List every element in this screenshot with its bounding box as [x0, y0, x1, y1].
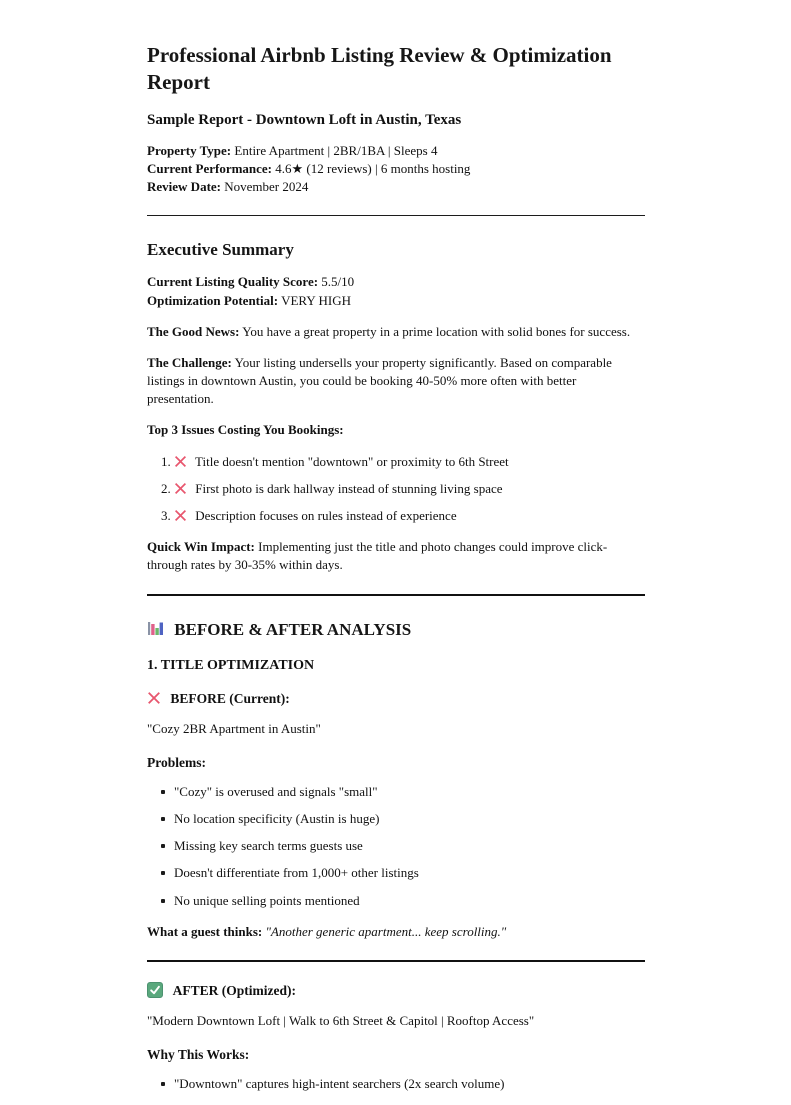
problems-heading: Problems:	[147, 754, 206, 770]
challenge	[147, 354, 645, 409]
review-date-value: November 2024	[224, 179, 309, 195]
report-meta	[147, 142, 645, 197]
quick-win	[147, 538, 645, 574]
list-item	[174, 453, 645, 471]
after-title: "Modern Downtown Loft | Walk to 6th Street & Capitol | Rooftop Access"	[147, 1012, 535, 1028]
good-news-text: You have a great property in a prime location with solid bones for success.	[242, 323, 631, 339]
why-list	[147, 1075, 645, 1093]
score-value: 5.5/10	[321, 274, 355, 290]
divider	[147, 215, 645, 216]
list-item: Doesn't differentiate from 1,000+ other listings	[161, 864, 645, 882]
property-type-label: Property Type:	[147, 142, 232, 158]
divider	[147, 594, 645, 596]
issue-text: Description focuses on rules instead of experience	[195, 508, 457, 523]
quick-win-label: Quick Win Impact:	[147, 539, 255, 555]
title-optimization-heading: 1. TITLE OPTIMIZATION	[147, 657, 315, 673]
list-item: "Downtown" captures high-intent searchers (2x search volume)	[161, 1075, 645, 1093]
issue-text: Title doesn't mention "downtown" or proximity to 6th Street	[195, 453, 509, 469]
guest-thinks-label: What a guest thinks:	[147, 923, 263, 939]
check-mark-icon	[147, 982, 163, 998]
score-label: Current Listing Quality Score:	[147, 274, 319, 290]
problems-list	[147, 783, 645, 910]
potential-value: VERY HIGH	[281, 292, 352, 308]
list-item: "Cozy" is overused and signals "small"	[161, 783, 645, 801]
guest-thinks	[147, 923, 645, 941]
list-item	[174, 507, 645, 525]
potential-label: Optimization Potential:	[147, 292, 279, 308]
list-item: Missing key search terms guests use	[161, 837, 645, 855]
good-news-label: The Good News:	[147, 323, 240, 339]
challenge-text: Your listing undersells your property significantly. Based on comparable listings in downtown Austin, you could be booking 40-50% more often with better presentation.	[147, 354, 612, 407]
guest-thinks-quote: "Another generic apartment... keep scrolling."	[265, 923, 507, 939]
performance-value: 4.6★ (12 reviews) | 6 months hosting	[275, 160, 471, 176]
before-heading: BEFORE (Current):	[147, 691, 645, 707]
issue-text: First photo is dark hallway instead of stunning living space	[195, 480, 503, 496]
list-item	[174, 480, 645, 498]
before-title: "Cozy 2BR Apartment in Austin"	[147, 720, 321, 736]
score-lines	[147, 273, 645, 309]
challenge-label: The Challenge:	[147, 354, 232, 370]
issues-list	[147, 453, 645, 526]
analysis-heading: BEFORE & AFTER ANALYSIS	[147, 620, 645, 640]
review-date-label: Review Date:	[147, 179, 221, 195]
property-type-value: Entire Apartment | 2BR/1BA | Sleeps 4	[234, 142, 438, 158]
why-this-works-heading: Why This Works:	[147, 1047, 250, 1063]
quick-win-text: Implementing just the title and photo changes could improve click-through rates by 30-35% within days.	[147, 539, 608, 573]
executive-summary-heading: Executive Summary	[147, 240, 294, 260]
after-heading: AFTER (Optimized):	[147, 982, 645, 999]
list-item: No unique selling points mentioned	[161, 892, 645, 910]
good-news	[147, 323, 645, 341]
bar-chart-icon	[147, 620, 164, 637]
cross-mark-icon	[174, 455, 187, 468]
performance-label: Current Performance:	[147, 160, 273, 176]
cross-mark-icon	[174, 482, 187, 495]
cross-mark-icon	[174, 509, 187, 522]
list-item: No location specificity (Austin is huge)	[161, 810, 645, 828]
cross-mark-icon	[147, 691, 161, 705]
report-subtitle: Sample Report - Downtown Loft in Austin, Texas	[147, 111, 462, 128]
report-page	[147, 0, 645, 1105]
report-title: Professional Airbnb Listing Review & Optimization Report	[147, 43, 612, 94]
issues-heading: Top 3 Issues Costing You Bookings:	[147, 422, 344, 438]
divider	[147, 960, 645, 962]
